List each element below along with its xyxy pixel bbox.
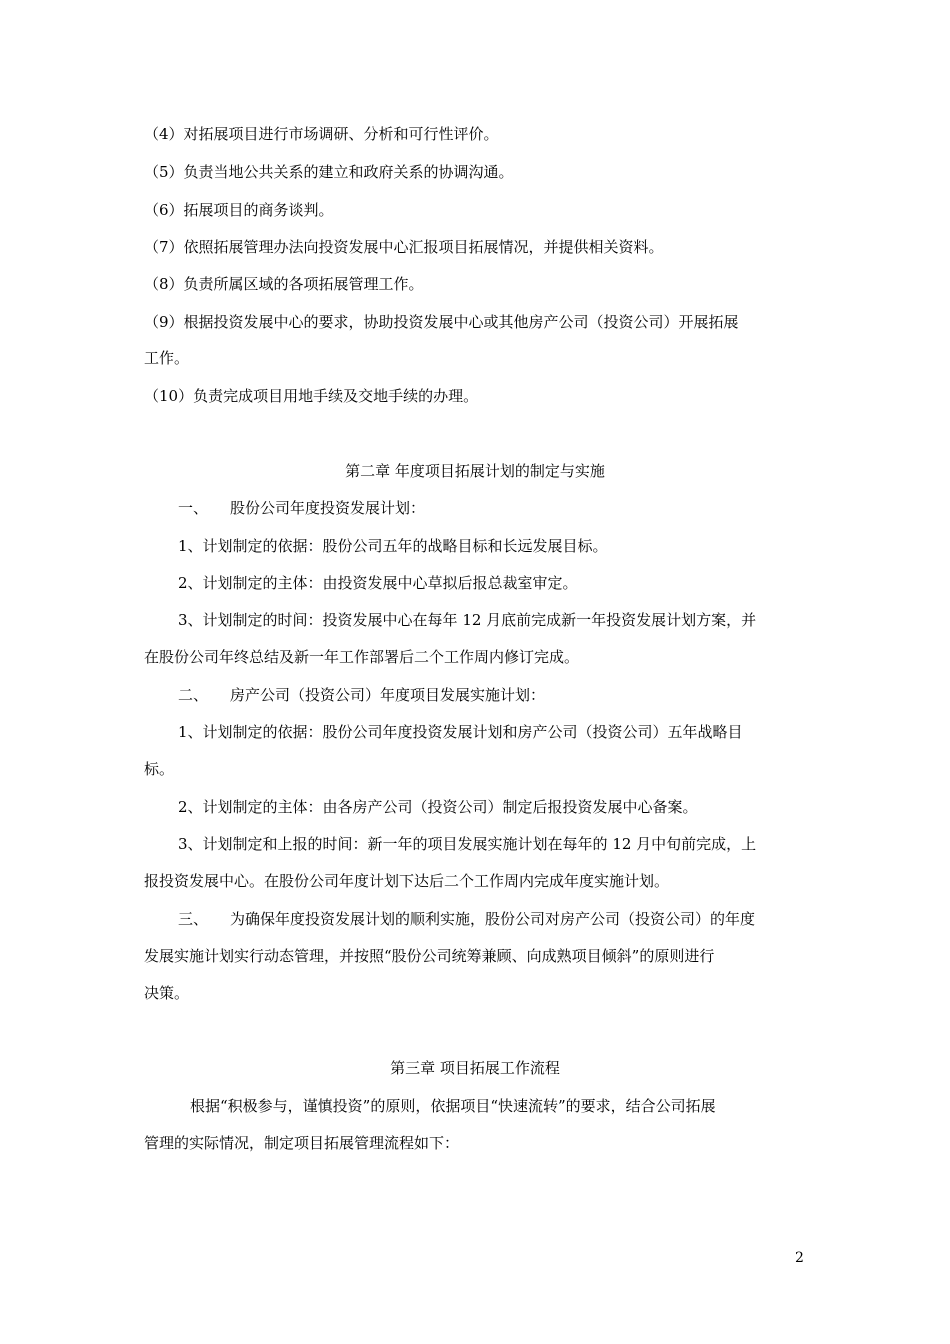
section-number: 一、 <box>178 499 209 517</box>
paragraph-line: 2、计划制定的主体：由各房产公司（投资公司）制定后报投资发展中心备案。 <box>178 798 698 816</box>
list-item: （7）依照拓展管理办法向投资发展中心汇报项目拓展情况，并提供相关资料。 <box>144 238 664 256</box>
section-number: 二、 <box>178 686 209 704</box>
page-number: 2 <box>795 1250 804 1266</box>
list-item: （10）负责完成项目用地手续及交地手续的办理。 <box>144 387 479 405</box>
section-title: 股份公司年度投资发展计划： <box>230 499 426 517</box>
paragraph-line: 发展实施计划实行动态管理，并按照“股份公司统筹兼顾、向成熟项目倾斜”的原则进行 <box>144 947 715 965</box>
paragraph-line: 标。 <box>144 760 175 778</box>
paragraph-line: 2、计划制定的主体：由投资发展中心草拟后报总裁室审定。 <box>178 574 578 592</box>
section-title: 房产公司（投资公司）年度项目发展实施计划： <box>230 686 546 704</box>
paragraph-line: 3、计划制定的时间：投资发展中心在每年 12 月底前完成新一年投资发展计划方案，并 <box>178 611 757 629</box>
chapter-title: 第二章 年度项目拓展计划的制定与实施 <box>345 462 605 480</box>
list-item: （9）根据投资发展中心的要求，协助投资发展中心或其他房产公司（投资公司）开展拓展 <box>144 313 739 331</box>
paragraph-line: 决策。 <box>144 984 190 1002</box>
section-heading <box>178 909 755 929</box>
list-item: 工作。 <box>144 349 190 367</box>
chapter-title: 第三章 项目拓展工作流程 <box>390 1059 560 1077</box>
paragraph-line: 3、计划制定和上报的时间：新一年的项目发展实施计划在每年的 12 月中旬前完成，上 <box>178 835 757 853</box>
paragraph-line: 1、计划制定的依据：股份公司年度投资发展计划和房产公司（投资公司）五年战略目 <box>178 723 743 741</box>
paragraph-line: 根据“积极参与，谨慎投资”的原则，依据项目“快速流转”的要求，结合公司拓展 <box>190 1097 716 1115</box>
paragraph-line: 为确保年度投资发展计划的顺利实施，股份公司对房产公司（投资公司）的年度 <box>230 910 756 928</box>
section-number: 三、 <box>178 910 209 928</box>
list-item: （4）对拓展项目进行市场调研、分析和可行性评价。 <box>144 125 499 143</box>
paragraph-line: 在股份公司年终总结及新一年工作部署后二个工作周内修订完成。 <box>144 648 580 666</box>
list-item: （5）负责当地公共关系的建立和政府关系的协调沟通。 <box>144 163 514 181</box>
paragraph-line: 报投资发展中心。在股份公司年度计划下达后二个工作周内完成年度实施计划。 <box>144 872 670 890</box>
list-item: （6）拓展项目的商务谈判。 <box>144 201 334 219</box>
paragraph-line: 1、计划制定的依据：股份公司五年的战略目标和长远发展目标。 <box>178 537 608 555</box>
list-item: （8）负责所属区域的各项拓展管理工作。 <box>144 275 424 293</box>
paragraph-line: 管理的实际情况，制定项目拓展管理流程如下： <box>144 1134 460 1152</box>
section-heading <box>178 498 425 518</box>
section-heading <box>178 685 545 705</box>
